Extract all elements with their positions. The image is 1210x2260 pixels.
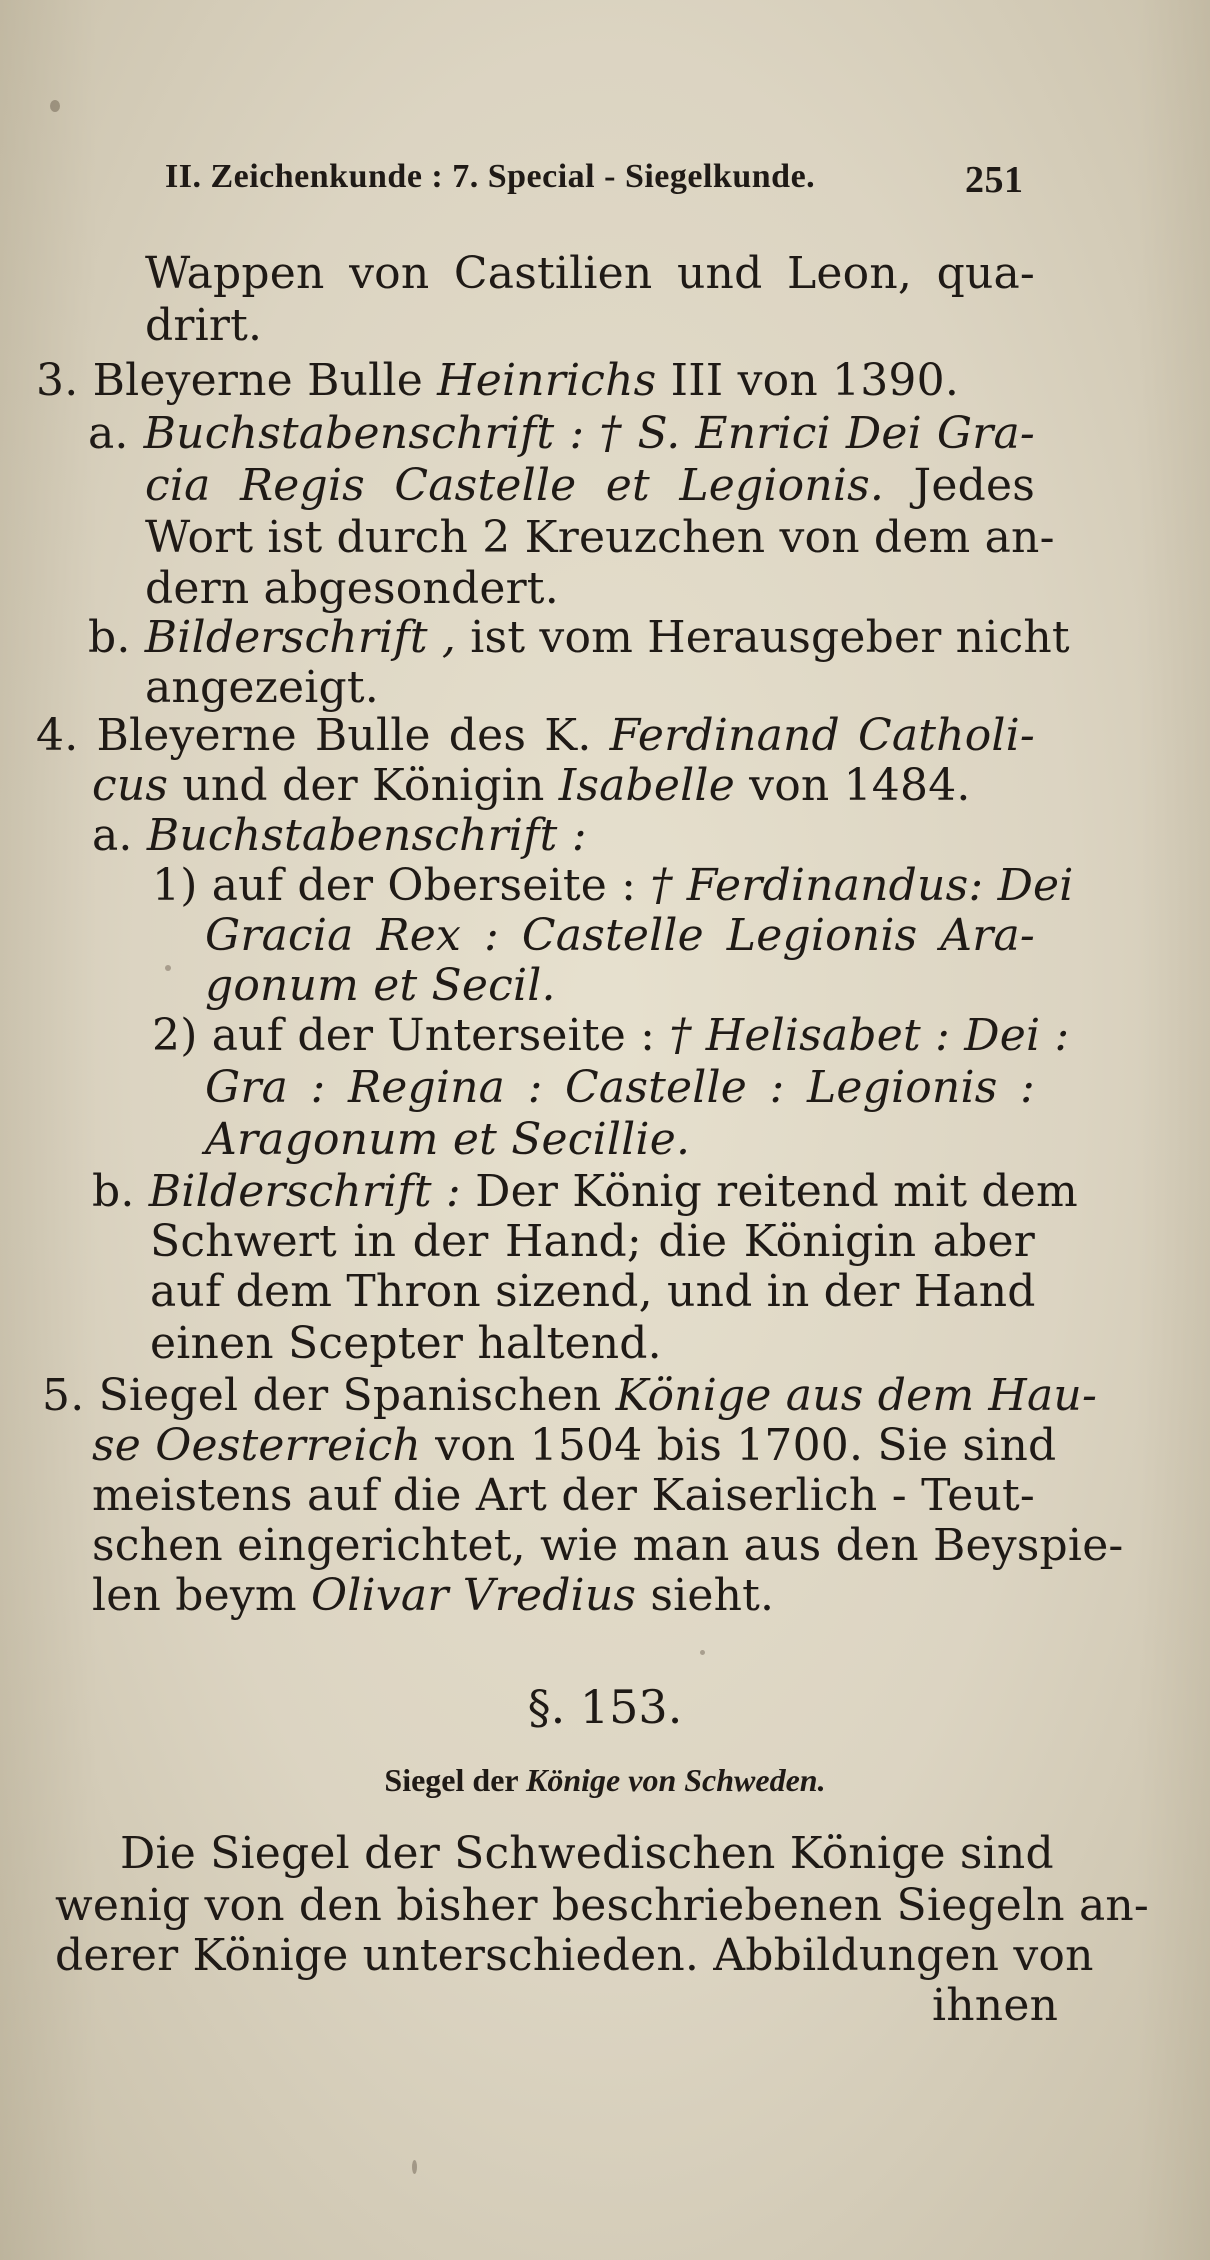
text-line: schen eingerichtet, wie man aus den Beyspie- bbox=[92, 1520, 1124, 1571]
text-run: von 1504 bis 1700. Sie sind bbox=[420, 1420, 1057, 1471]
text-run: a. bbox=[88, 408, 144, 459]
text-run-italic: Könige aus dem Hau- bbox=[615, 1370, 1098, 1421]
text-run: b. bbox=[92, 1166, 149, 1217]
text-line: Wort ist durch 2 Kreuzchen von dem an- bbox=[145, 512, 1055, 563]
text-run: 2) auf der Unterseite : bbox=[152, 1010, 670, 1061]
text-run-italic: Olivar Vredius bbox=[311, 1570, 637, 1621]
text-run: 5. Siegel der Spanischen bbox=[42, 1370, 616, 1421]
text-line bbox=[92, 1420, 1057, 1472]
foxing-spot bbox=[165, 965, 171, 971]
text-line: Wappen von Castilien und Leon, qua- bbox=[145, 248, 1035, 299]
text-run-italic: Bilderschrift , bbox=[144, 612, 457, 663]
text-run-italic: Buchstabenschrift : bbox=[146, 810, 587, 861]
foxing-spot bbox=[50, 100, 60, 112]
text-run: len beym bbox=[92, 1570, 312, 1621]
text-line-italic: Gracia Rex : Castelle Legionis Ara- bbox=[205, 910, 1035, 961]
text-line bbox=[92, 1166, 1078, 1218]
text-run-italic: Isabelle bbox=[558, 760, 735, 811]
heading-run-italic: Könige von Schweden. bbox=[526, 1762, 826, 1798]
text-line: drirt. bbox=[145, 300, 263, 351]
text-run: 3. Bleyerne Bulle bbox=[36, 355, 438, 406]
heading-run: Siegel der bbox=[384, 1762, 527, 1798]
text-line: angezeigt. bbox=[145, 662, 379, 713]
text-run-italic: se Oesterreich bbox=[92, 1420, 421, 1471]
text-run: 1) auf der Oberseite : bbox=[152, 860, 651, 911]
text-run-italic: † Ferdinandus: Dei bbox=[650, 860, 1074, 911]
foxing-spot bbox=[412, 2160, 417, 2174]
text-line bbox=[88, 612, 1070, 664]
text-run: a. bbox=[92, 810, 147, 861]
foxing-spot bbox=[700, 1650, 705, 1655]
text-run-italic: Buchstabenschrift : † S. Enrici Dei Gra- bbox=[143, 408, 1035, 459]
text-run: sieht. bbox=[636, 1570, 775, 1621]
text-line: wenig von den bisher beschriebenen Siegeln an- bbox=[55, 1880, 1149, 1931]
text-line bbox=[152, 860, 1074, 912]
section-heading bbox=[0, 1760, 1210, 1800]
text-run-italic: † Helisabet : Dei : bbox=[669, 1010, 1070, 1061]
text-run-italic: Ferdinand Catholi- bbox=[609, 710, 1035, 761]
text-line: derer Könige unterschieden. Abbildungen von bbox=[55, 1930, 1094, 1981]
text-line: Schwert in der Hand; die Königin aber bbox=[150, 1216, 1035, 1267]
list-item-4 bbox=[36, 710, 1035, 762]
running-title: II. Zeichenkunde : 7. Special - Siegelkunde. bbox=[165, 158, 816, 195]
text-line bbox=[92, 1570, 774, 1622]
text-line: dern abgesondert. bbox=[145, 563, 559, 614]
text-line bbox=[92, 810, 587, 862]
list-item-3 bbox=[36, 355, 959, 407]
text-line-italic: gonum et Secil. bbox=[205, 960, 556, 1011]
catchword: ihnen bbox=[932, 1980, 1059, 2031]
text-run: 4. Bleyerne Bulle des K. bbox=[36, 710, 610, 761]
text-run-italic: cia Regis Castelle et Legionis. bbox=[145, 460, 885, 511]
text-run: Jedes bbox=[884, 460, 1035, 511]
list-item-5 bbox=[42, 1370, 1098, 1422]
text-line-italic: Aragonum et Secillie. bbox=[205, 1114, 691, 1165]
text-run-italic: Heinrichs bbox=[437, 355, 657, 406]
text-run: III von 1390. bbox=[656, 355, 960, 406]
text-line-italic: Gra : Regina : Castelle : Legionis : bbox=[205, 1062, 1035, 1113]
text-line bbox=[152, 1010, 1070, 1062]
text-line: einen Scepter haltend. bbox=[150, 1318, 662, 1369]
page-number: 251 bbox=[965, 159, 1024, 201]
text-line: Die Siegel der Schwedischen Könige sind bbox=[120, 1828, 1054, 1879]
text-line bbox=[145, 460, 1035, 512]
text-line: meistens auf die Art der Kaiserlich - Teut- bbox=[92, 1470, 1035, 1521]
text-line: auf dem Thron sizend, und in der Hand bbox=[150, 1266, 1036, 1317]
text-run: b. bbox=[88, 612, 145, 663]
text-run-italic: Bilderschrift : bbox=[148, 1166, 461, 1217]
text-line bbox=[92, 760, 971, 812]
section-number: §. 153. bbox=[527, 1680, 683, 1734]
text-run: von 1484. bbox=[734, 760, 971, 811]
text-run-italic: cus bbox=[92, 760, 169, 811]
text-run: Der König reitend mit dem bbox=[460, 1166, 1078, 1217]
text-run: ist vom Herausgeber nicht bbox=[456, 612, 1070, 663]
text-line bbox=[88, 408, 1035, 460]
text-run: und der Königin bbox=[168, 760, 559, 811]
